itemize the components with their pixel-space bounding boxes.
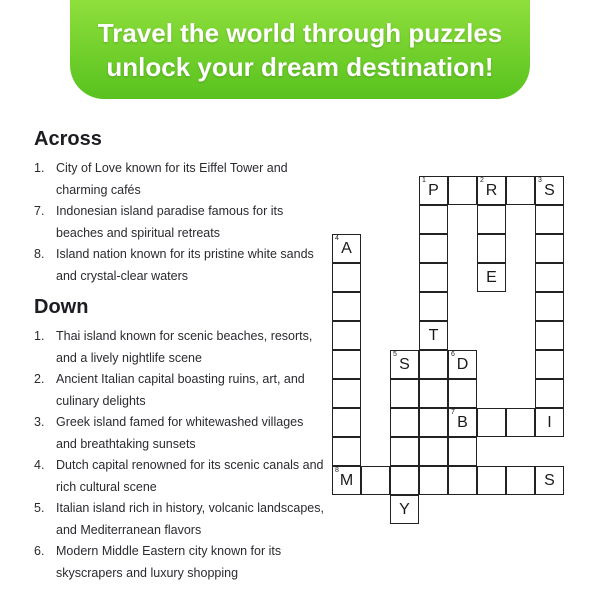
cell-letter: S	[399, 356, 410, 373]
crossword-cell[interactable]	[419, 176, 448, 205]
cell-clue-number: 8	[335, 467, 339, 474]
cell-letter: E	[486, 269, 497, 286]
clue-number: 4.	[34, 458, 45, 472]
crossword-cell[interactable]	[535, 176, 564, 205]
down-clue	[34, 455, 324, 498]
clue-number: 8.	[34, 247, 45, 261]
crossword-cell[interactable]	[506, 466, 535, 495]
crossword-cell[interactable]	[419, 292, 448, 321]
across-clue-list	[34, 158, 324, 287]
clue-number: 5.	[34, 501, 45, 515]
crossword-cell[interactable]	[332, 408, 361, 437]
crossword-cell[interactable]	[448, 466, 477, 495]
down-clues-section	[34, 294, 324, 584]
clue-number: 1.	[34, 329, 45, 343]
down-clue	[34, 412, 324, 455]
crossword-cell[interactable]	[332, 321, 361, 350]
crossword-cell[interactable]	[535, 321, 564, 350]
crossword-cell[interactable]	[419, 466, 448, 495]
crossword-cell[interactable]	[448, 379, 477, 408]
crossword-cell[interactable]	[419, 408, 448, 437]
cell-clue-number: 5	[393, 351, 397, 358]
down-clue	[34, 541, 324, 584]
clue-text: Ancient Italian capital boasting ruins, art, and culinary delights	[56, 372, 305, 408]
cell-letter: M	[339, 472, 354, 489]
crossword-cell[interactable]	[332, 379, 361, 408]
clue-text: Indonesian island paradise famous for its beaches and spiritual retreats	[56, 204, 284, 240]
crossword-cell[interactable]	[419, 234, 448, 263]
down-heading: Down	[34, 296, 89, 318]
crossword-cell[interactable]	[390, 379, 419, 408]
crossword-cell[interactable]	[332, 466, 361, 495]
clue-text: Island nation known for its pristine white sands and crystal-clear waters	[56, 247, 314, 283]
crossword-cell[interactable]	[332, 437, 361, 466]
cell-clue-number: 3	[538, 177, 542, 184]
crossword-cell[interactable]	[390, 408, 419, 437]
crossword-cell[interactable]	[535, 350, 564, 379]
cell-letter: B	[457, 414, 468, 431]
crossword-cell[interactable]	[448, 176, 477, 205]
crossword-cell[interactable]	[535, 234, 564, 263]
crossword-cell[interactable]	[535, 292, 564, 321]
down-clue	[34, 326, 324, 369]
crossword-cell[interactable]	[390, 495, 419, 524]
down-clue-list	[34, 326, 324, 584]
crossword-cell[interactable]	[448, 408, 477, 437]
crossword-cell[interactable]	[535, 263, 564, 292]
banner-title-line-1: Travel the world through puzzles	[97, 17, 503, 48]
clue-text: Thai island known for scenic beaches, resorts, and a lively nightlife scene	[56, 329, 313, 365]
crossword-cell[interactable]	[390, 437, 419, 466]
crossword-cell[interactable]	[535, 205, 564, 234]
crossword-cell[interactable]	[332, 350, 361, 379]
crossword-cell[interactable]	[419, 379, 448, 408]
clue-number: 2.	[34, 372, 45, 386]
cell-letter: P	[428, 182, 439, 199]
crossword-cell[interactable]	[419, 263, 448, 292]
down-clue	[34, 498, 324, 541]
cell-letter: A	[341, 240, 352, 257]
crossword-cell[interactable]	[419, 205, 448, 234]
across-clue	[34, 201, 324, 244]
crossword-cell[interactable]	[419, 350, 448, 379]
across-clue	[34, 158, 324, 201]
cell-letter: S	[544, 182, 555, 199]
clue-text: Italian island rich in history, volcanic landscapes, and Mediterranean flavors	[56, 501, 324, 537]
crossword-cell[interactable]	[361, 466, 390, 495]
clue-number: 7.	[34, 204, 45, 218]
crossword-cell[interactable]	[506, 176, 535, 205]
crossword-cell[interactable]	[477, 205, 506, 234]
cell-letter: S	[544, 472, 555, 489]
cell-letter: I	[547, 414, 552, 431]
crossword-cell[interactable]	[332, 263, 361, 292]
cell-clue-number: 6	[451, 351, 455, 358]
crossword-cell[interactable]	[477, 176, 506, 205]
cell-letter: D	[456, 356, 469, 373]
cell-clue-number: 1	[422, 177, 426, 184]
banner-title-line-2: unlock your dream destination!	[106, 51, 494, 82]
across-heading: Across	[34, 128, 102, 150]
crossword-cell[interactable]	[477, 234, 506, 263]
crossword-cell[interactable]	[390, 350, 419, 379]
clue-text: City of Love known for its Eiffel Tower and charming cafés	[56, 161, 288, 197]
crossword-cell[interactable]	[535, 379, 564, 408]
crossword-cell[interactable]	[419, 321, 448, 350]
clue-number: 6.	[34, 544, 45, 558]
clue-text: Dutch capital renowned for its scenic canals and rich cultural scene	[56, 458, 324, 494]
cell-letter: R	[485, 182, 498, 199]
crossword-cell[interactable]	[477, 408, 506, 437]
cell-clue-number: 7	[451, 409, 455, 416]
cell-clue-number: 4	[335, 235, 339, 242]
across-clues-section	[34, 126, 324, 287]
cell-letter: Y	[399, 501, 410, 518]
crossword-cell[interactable]	[506, 408, 535, 437]
header-banner	[70, 0, 530, 99]
crossword-cell[interactable]	[419, 437, 448, 466]
crossword-cell[interactable]	[477, 466, 506, 495]
crossword-cell[interactable]	[535, 466, 564, 495]
cell-letter: T	[428, 327, 439, 344]
crossword-cell[interactable]	[390, 466, 419, 495]
clue-text: Modern Middle Eastern city known for its skyscrapers and luxury shopping	[56, 544, 282, 580]
clue-number: 3.	[34, 415, 45, 429]
cell-clue-number: 2	[480, 177, 484, 184]
crossword-cell[interactable]	[535, 408, 564, 437]
crossword-cell[interactable]	[332, 234, 361, 263]
crossword-cell[interactable]	[448, 437, 477, 466]
crossword-cell[interactable]	[477, 263, 506, 292]
clue-number: 1.	[34, 161, 45, 175]
crossword-cell[interactable]	[448, 350, 477, 379]
across-clue	[34, 244, 324, 287]
crossword-cell[interactable]	[332, 292, 361, 321]
clue-text: Greek island famed for whitewashed villages and breathtaking sunsets	[56, 415, 304, 451]
down-clue	[34, 369, 324, 412]
